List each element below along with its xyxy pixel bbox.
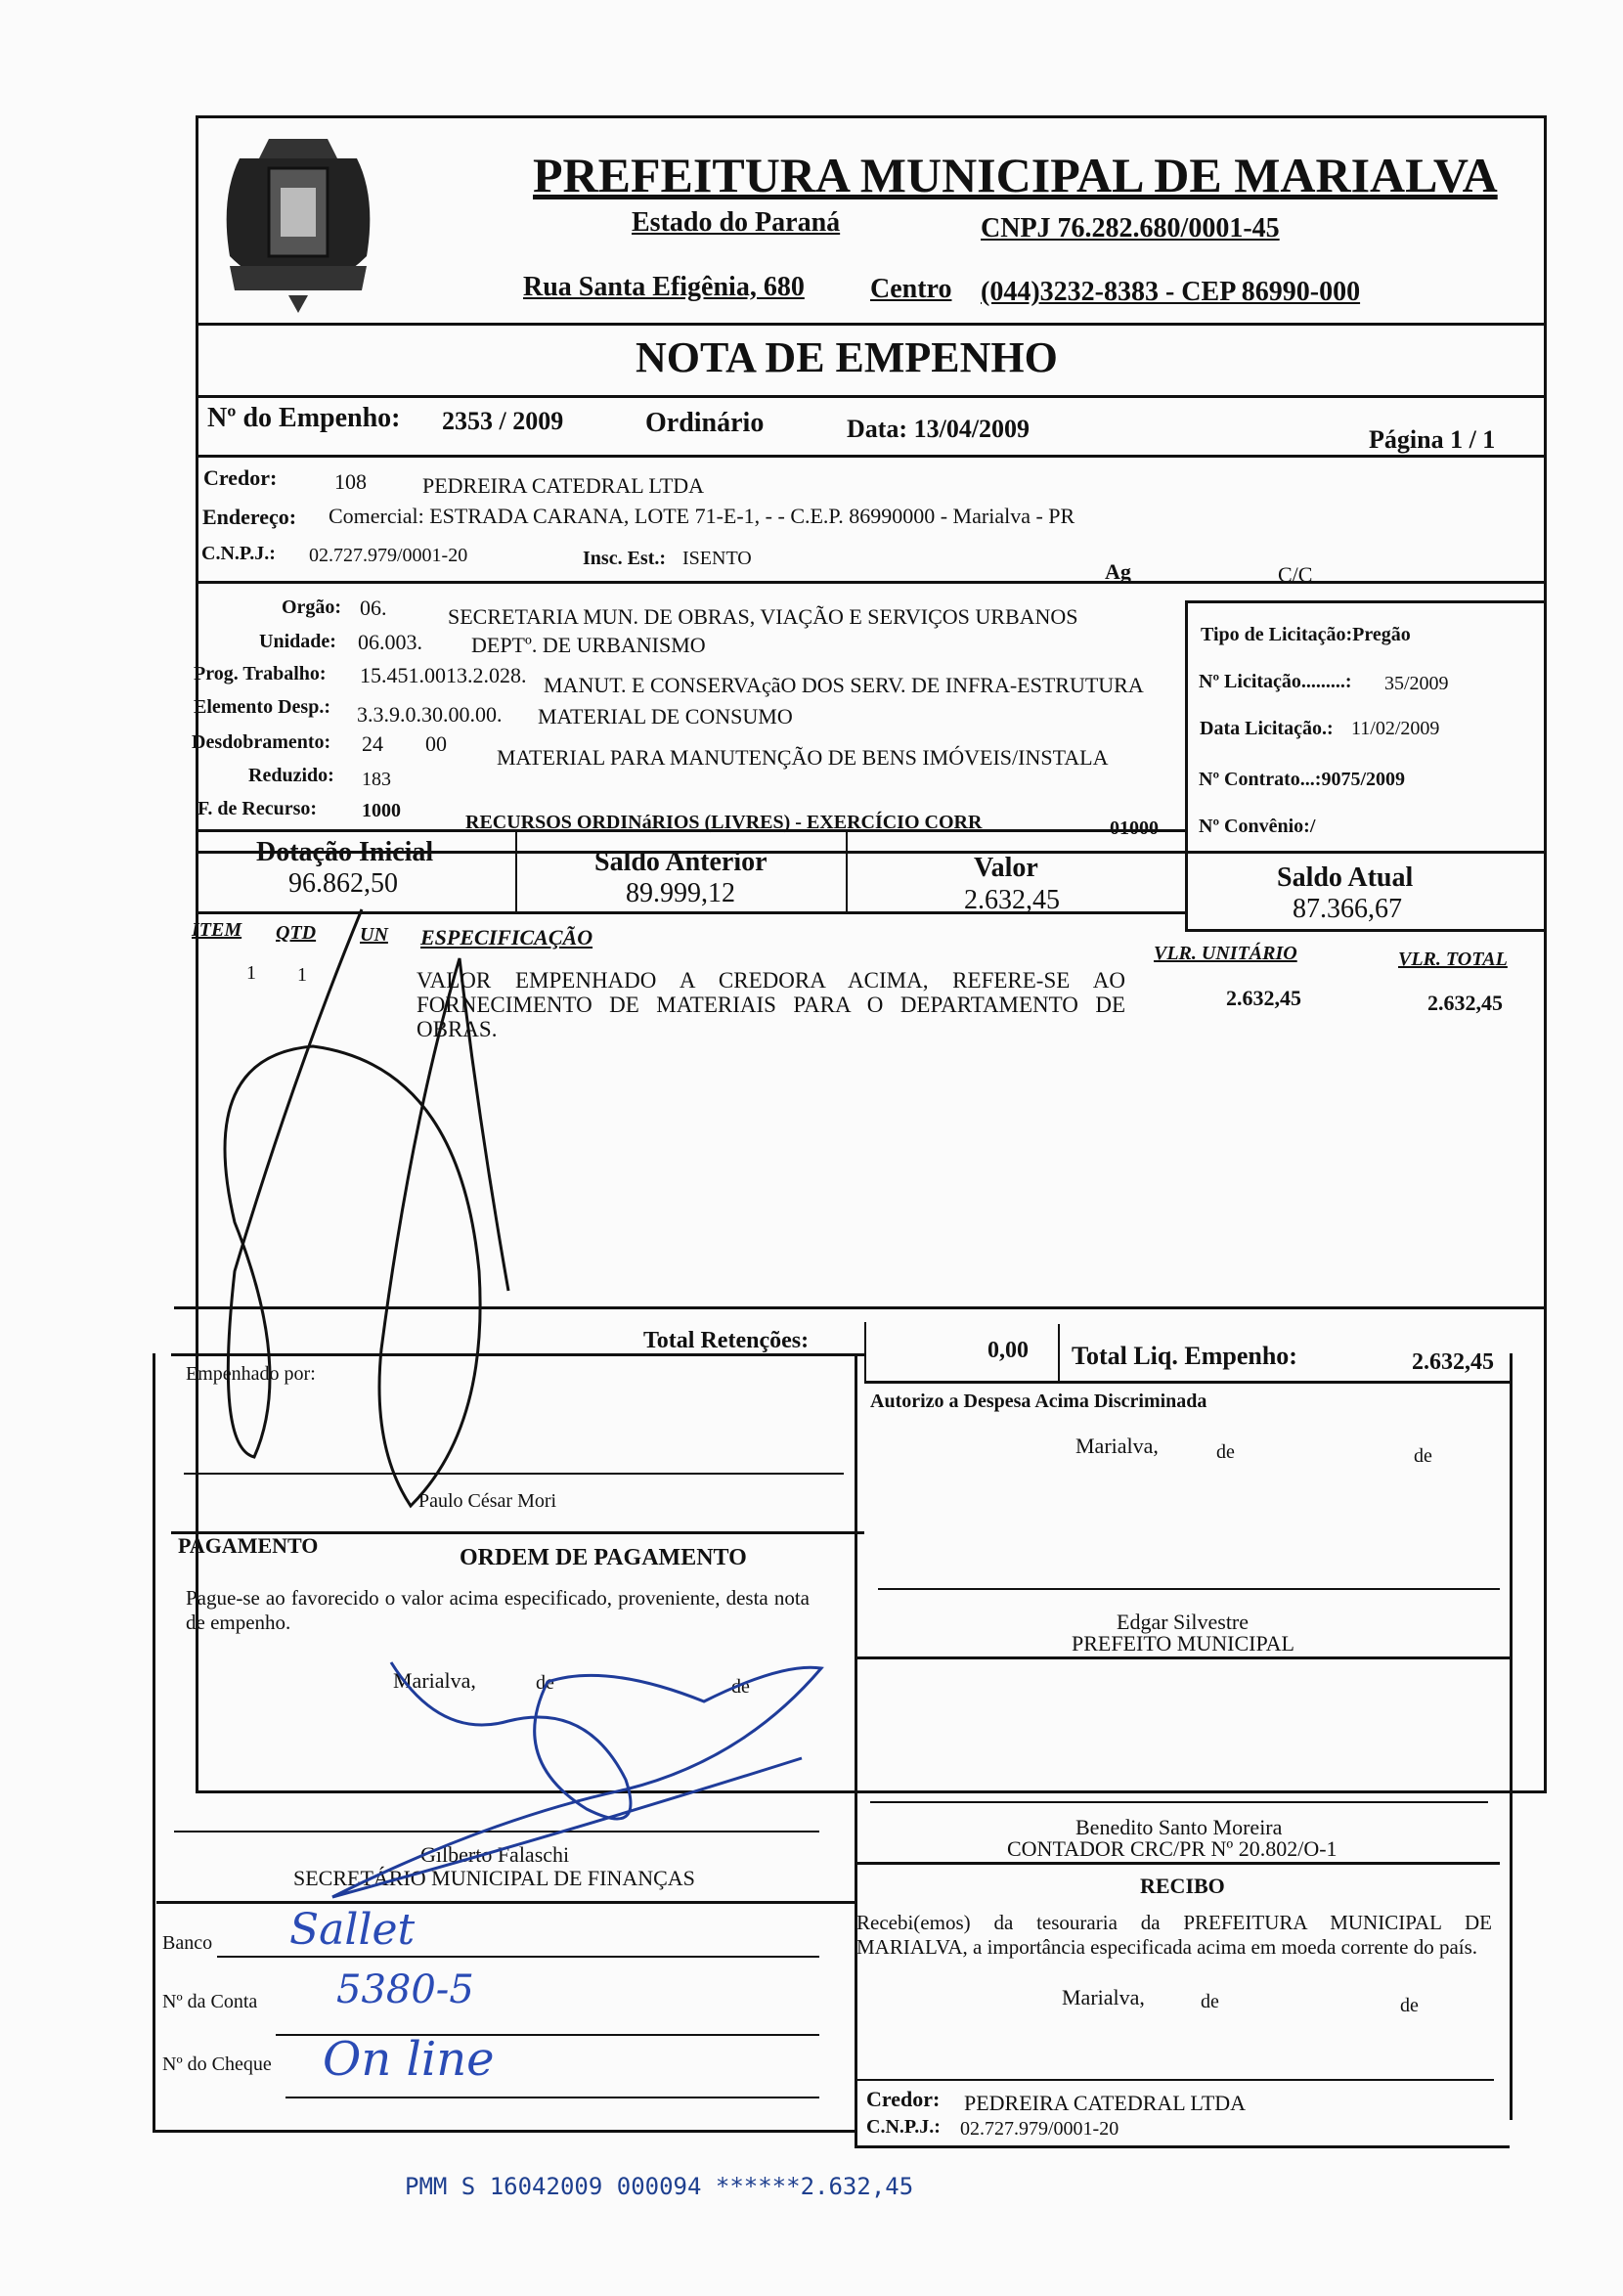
header-state: Estado do Paraná: [632, 207, 841, 238]
header-address: Rua Santa Efigênia, 680: [523, 272, 805, 302]
secretario-role: SECRETÁRIO MUNICIPAL DE FINANÇAS: [293, 1866, 695, 1890]
desdobramento-label: Desdobramento:: [192, 731, 331, 753]
retencoes-label: Total Retenções:: [643, 1328, 810, 1353]
endereco-value: Comercial: ESTRADA CARANA, LOTE 71-E-1, - - C.E.P. 86990000 - Marialva - PR: [329, 504, 1075, 528]
col-un: UN: [360, 924, 388, 946]
recurso-code: 1000: [362, 800, 401, 821]
recurso-end: 01000: [1110, 817, 1159, 839]
recibo-credor: PEDREIRA CATEDRAL LTDA: [964, 2091, 1247, 2115]
licitacao-number-label: Nº Licitação.........:: [1199, 671, 1352, 692]
page-number: Página 1 / 1: [1369, 425, 1496, 454]
retencoes-value: 0,00: [987, 1338, 1029, 1363]
autorizo-title: Autorizo a Despesa Acima Discriminada: [870, 1391, 1207, 1412]
header-district: Centro: [870, 274, 952, 304]
banco-value: Sallet: [289, 1905, 416, 1955]
empenho-type: Ordinário: [645, 408, 765, 438]
header-cnpj: CNPJ 76.282.680/0001-45: [981, 213, 1280, 243]
insc-value: ISENTO: [682, 548, 752, 569]
elemento-name: MATERIAL DE CONSUMO: [538, 704, 793, 729]
conta-label: Nº da Conta: [162, 1991, 258, 2012]
cc-label: C/C: [1278, 562, 1313, 587]
pagamento-de2: de: [731, 1676, 750, 1698]
desdobramento-a: 24: [362, 731, 383, 756]
valor-label: Valor: [974, 853, 1038, 883]
recibo-cnpj-label: C.N.P.J.:: [866, 2116, 941, 2138]
recibo-de1: de: [1201, 1991, 1219, 2012]
prog-code: 15.451.0013.2.028.: [360, 663, 527, 687]
empenho-date: Data: 13/04/2009: [847, 415, 1031, 443]
empenho-number-label: Nº do Empenho:: [207, 403, 401, 433]
pagamento-text: Pague-se ao favorecido o valor acima especificado, proveniente, desta nota de empenho.: [186, 1586, 810, 1634]
cheque-label: Nº do Cheque: [162, 2053, 272, 2075]
recurso-name: RECURSOS ORDINáRIOS (LIVRES) - EXERCÍCIO CORR: [465, 812, 983, 833]
licitacao-date-label: Data Licitação.:: [1200, 718, 1334, 739]
pagamento-title: PAGAMENTO: [178, 1533, 319, 1558]
liquido-value: 2.632,45: [1412, 1349, 1494, 1375]
col-total: VLR. TOTAL: [1398, 949, 1508, 970]
recibo-de2: de: [1400, 1995, 1419, 2016]
document-title: NOTA DE EMPENHO: [636, 333, 1058, 381]
autorizo-de1: de: [1216, 1441, 1235, 1463]
prefeito-name: Edgar Silvestre: [1117, 1610, 1250, 1634]
saldo-atual-value: 87.366,67: [1293, 894, 1402, 924]
convenio: Nº Convênio:/: [1199, 816, 1316, 837]
licitacao-date: 11/02/2009: [1351, 718, 1440, 739]
desdobramento-b: 00: [425, 731, 447, 756]
item-number: 1: [246, 962, 256, 984]
unidade-name: DEPTº. DE URBANISMO: [471, 633, 706, 657]
col-qtd: QTD: [276, 922, 317, 944]
item-qtd: 1: [297, 964, 307, 986]
saldo-anterior-label: Saldo Anterior: [594, 847, 768, 877]
empenhado-label: Empenhado por:: [186, 1363, 316, 1385]
prog-name: MANUT. E CONSERVAçãO DOS SERV. DE INFRA-ESTRUTURA: [544, 673, 1144, 697]
empenhado-signer: Paulo César Mori: [418, 1490, 557, 1512]
elemento-code: 3.3.9.0.30.00.00.: [357, 702, 503, 727]
autorizo-de2: de: [1414, 1445, 1432, 1467]
endereco-label: Endereço:: [202, 505, 297, 529]
insc-label: Insc. Est.:: [583, 548, 667, 569]
contador-role: CONTADOR CRC/PR Nº 20.802/O-1: [1007, 1836, 1338, 1861]
recibo-title: RECIBO: [1140, 1874, 1225, 1898]
payment-stamp: PMM S 16042009 000094 ******2.632,45: [405, 2173, 914, 2200]
autorizo-city: Marialva,: [1075, 1434, 1159, 1458]
secretario-name: Gilberto Falaschi: [420, 1842, 570, 1867]
col-spec: ESPECIFICAÇÃO: [420, 925, 593, 949]
credor-name: PEDREIRA CATEDRAL LTDA: [422, 473, 705, 498]
reduzido-value: 183: [362, 769, 391, 790]
item-description: VALOR EMPENHADO A CREDORA ACIMA, REFERE-SE AO FORNECIMENTO DE MATERIAIS PARA O DEPARTAMENTO DE OBRAS.: [417, 968, 1125, 1041]
licitacao-number: 35/2009: [1384, 673, 1449, 694]
contrato: Nº Contrato...:9075/2009: [1199, 769, 1406, 790]
header-title: PREFEITURA MUNICIPAL DE MARIALVA: [533, 148, 1498, 202]
prog-label: Prog. Trabalho:: [194, 663, 327, 684]
conta-value: 5380-5: [336, 1967, 474, 2012]
pagamento-city: Marialva,: [393, 1668, 476, 1693]
recibo-credor-label: Credor:: [866, 2087, 941, 2111]
credor-code: 108: [334, 469, 367, 494]
header-phone-cep: (044)3232-8383 - CEP 86990-000: [981, 277, 1361, 307]
cnpj-label: C.N.P.J.:: [201, 543, 276, 564]
orgao-name: SECRETARIA MUN. DE OBRAS, VIAÇÃO E SERVIÇOS URBANOS: [448, 604, 1078, 629]
item-unit-value: 2.632,45: [1226, 986, 1301, 1010]
licitacao-type: Tipo de Licitação:Pregão: [1201, 624, 1411, 645]
recibo-cnpj: 02.727.979/0001-20: [960, 2118, 1119, 2140]
recibo-city: Marialva,: [1062, 1985, 1145, 2009]
item-total-value: 2.632,45: [1427, 991, 1503, 1015]
credor-label: Credor:: [203, 465, 278, 490]
recurso-label: F. de Recurso:: [197, 798, 318, 819]
prefeito-role: PREFEITO MUNICIPAL: [1072, 1631, 1294, 1656]
saldo-anterior-value: 89.999,12: [626, 878, 735, 908]
pagamento-de1: de: [536, 1672, 554, 1694]
valor-value: 2.632,45: [964, 885, 1060, 915]
contador-name: Benedito Santo Moreira: [1075, 1815, 1283, 1839]
col-unit: VLR. UNITÁRIO: [1154, 943, 1297, 964]
recibo-text: Recebi(emos) da tesouraria da PREFEITURA MUNICIPAL DE MARIALVA, a importância especificada acima em moeda corrente do país.: [856, 1911, 1492, 1959]
dotacao-label: Dotação Inicial: [256, 837, 434, 867]
ag-label: Ag: [1105, 559, 1131, 584]
unidade-label: Unidade:: [259, 631, 336, 652]
dotacao-value: 96.862,50: [288, 868, 398, 899]
desdobramento-name: MATERIAL PARA MANUTENÇÃO DE BENS IMÓVEIS/INSTALA: [497, 745, 1109, 770]
banco-label: Banco: [162, 1932, 213, 1954]
orgao-code: 06.: [360, 596, 387, 620]
empenho-number: 2353 / 2009: [442, 407, 564, 435]
cheque-value: On line: [323, 2032, 495, 2087]
ordem-title: ORDEM DE PAGAMENTO: [460, 1545, 747, 1570]
orgao-label: Orgão:: [282, 596, 342, 618]
saldo-atual-label: Saldo Atual: [1277, 862, 1414, 893]
cnpj-value: 02.727.979/0001-20: [309, 545, 468, 566]
liquido-label: Total Liq. Empenho:: [1072, 1342, 1297, 1370]
unidade-code: 06.003.: [358, 630, 422, 654]
col-item: ITEM: [192, 919, 242, 941]
reduzido-label: Reduzido:: [248, 765, 334, 786]
elemento-label: Elemento Desp.:: [194, 696, 330, 718]
